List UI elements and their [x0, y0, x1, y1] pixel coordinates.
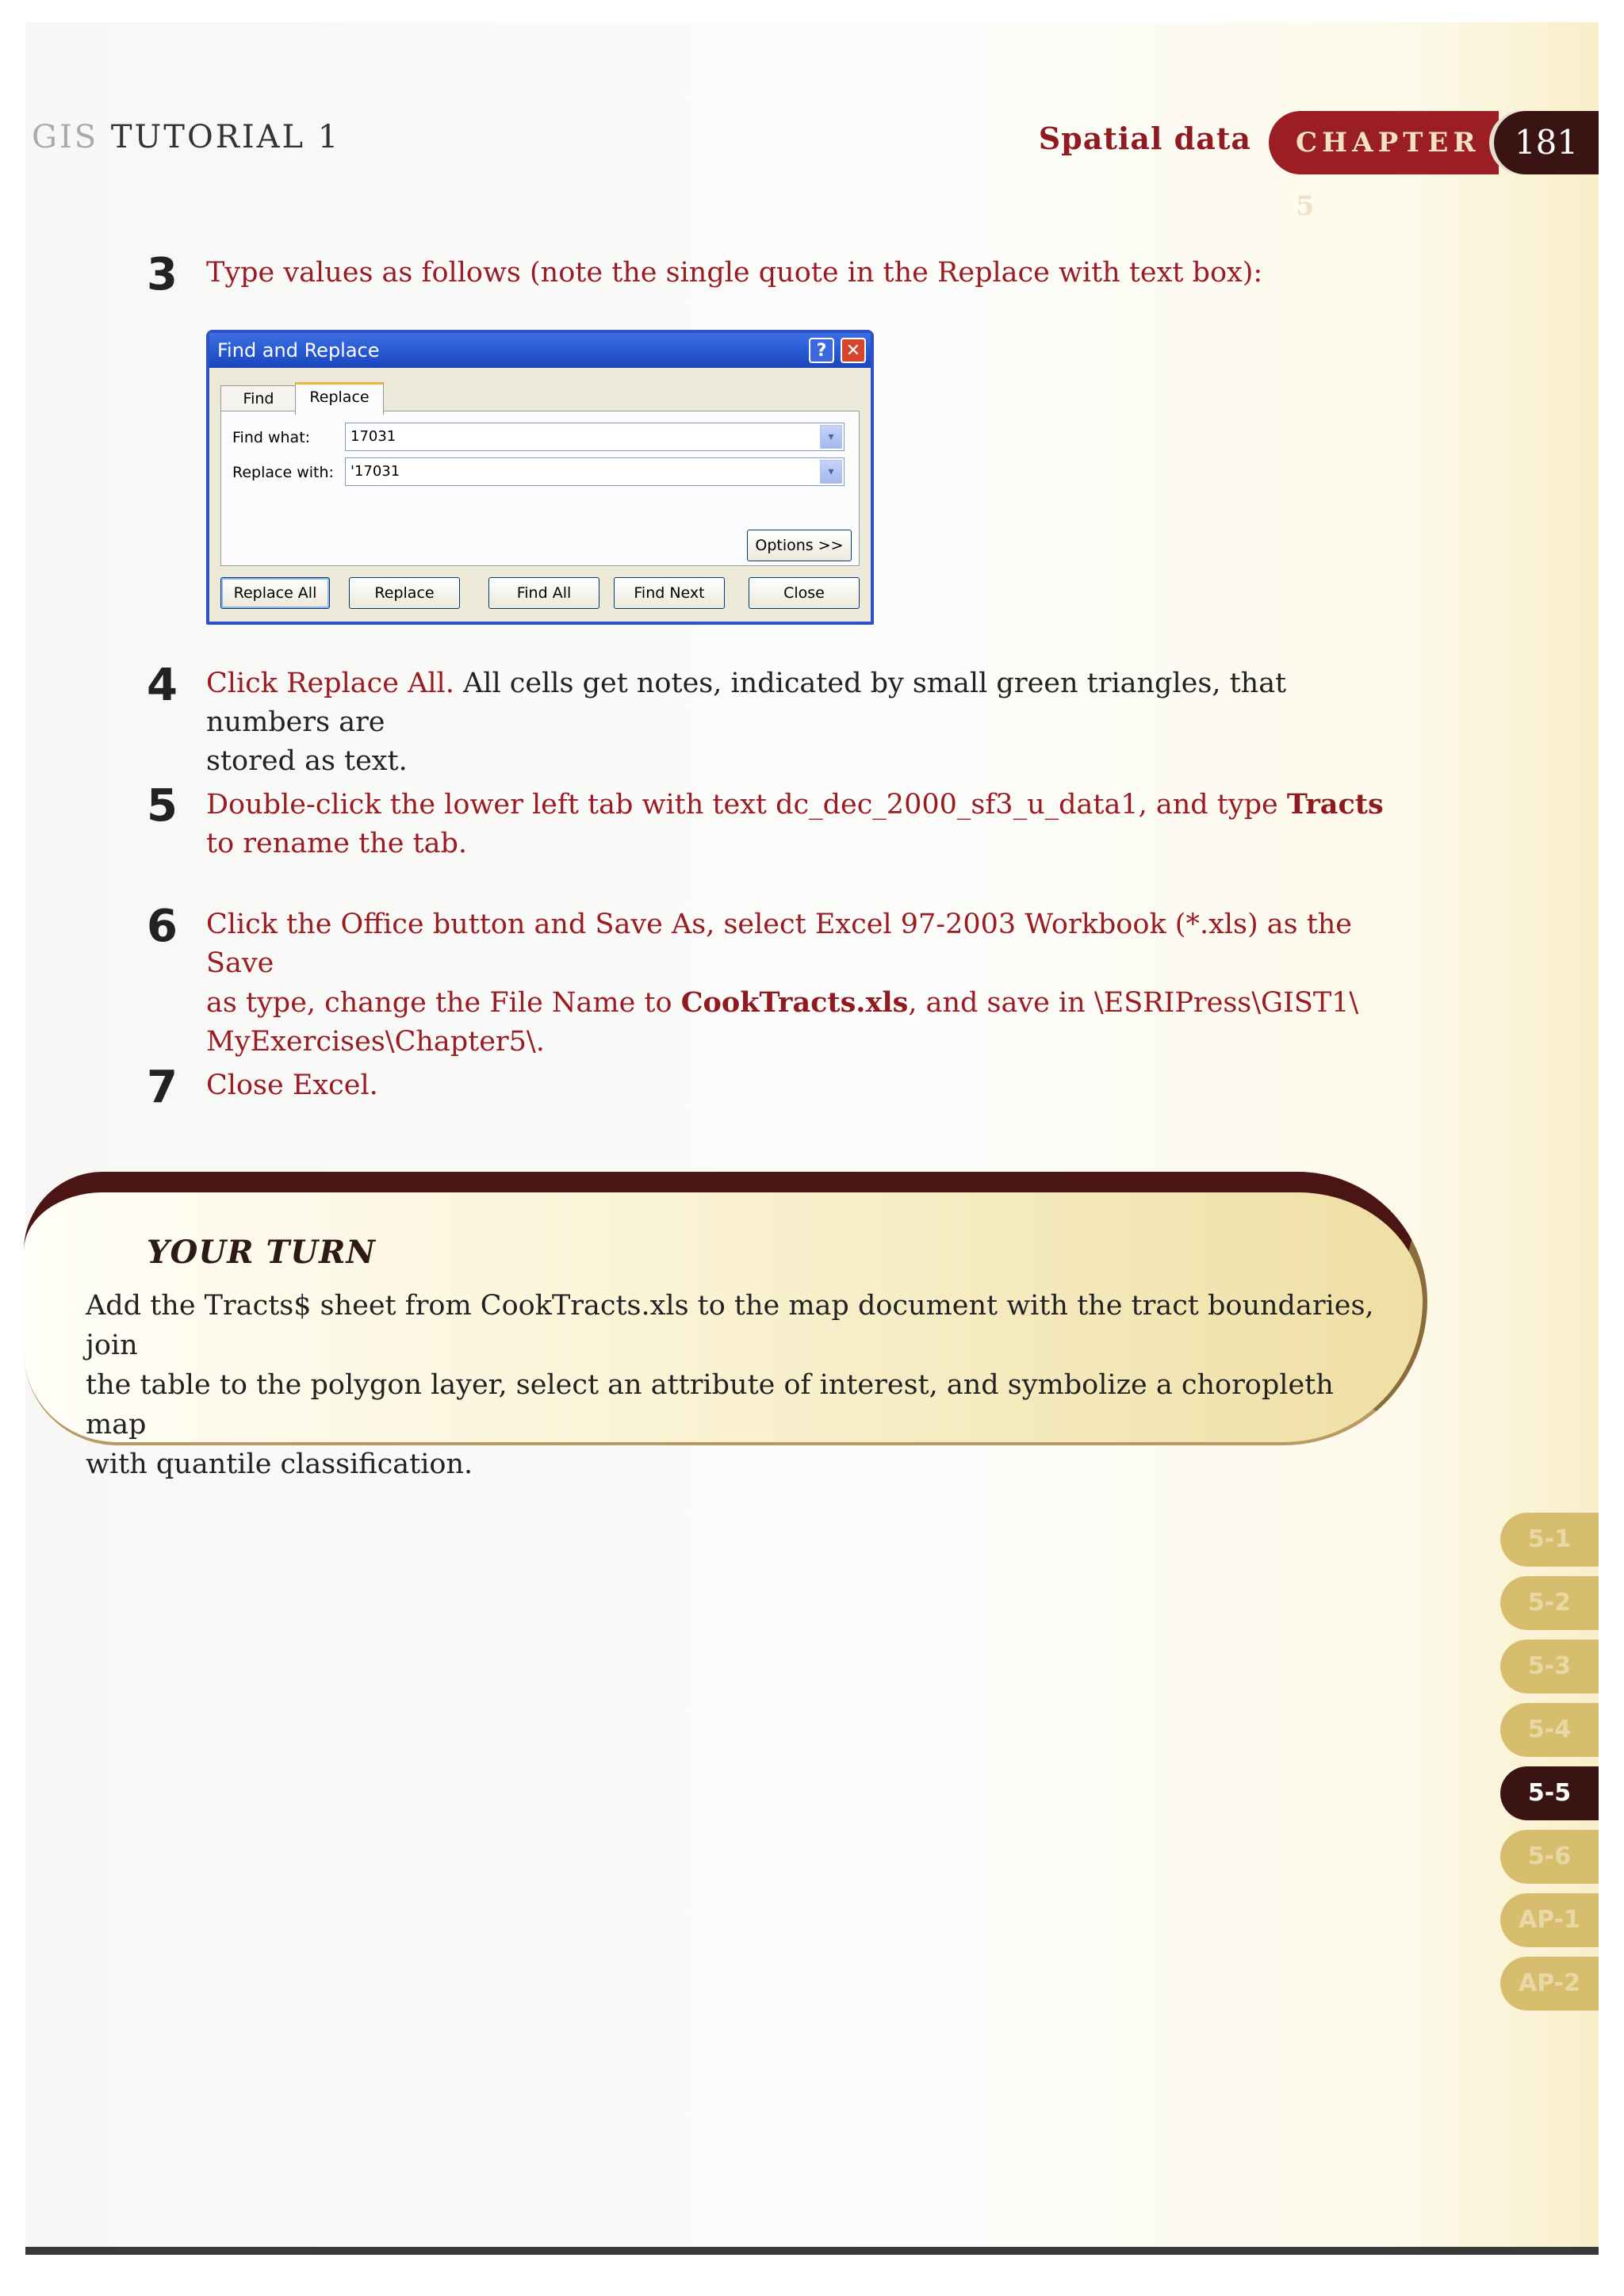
your-turn-line: Add the Tracts$ sheet from CookTracts.xls to the map document with the tract boundaries, join — [86, 1290, 1374, 1361]
step-line: to rename the tab. — [206, 828, 468, 859]
tab-find[interactable]: Find — [220, 385, 297, 411]
replace-with-input[interactable] — [345, 457, 845, 486]
step-emphasis: CookTracts.xls — [680, 986, 909, 1019]
replace-all-button[interactable]: Replace All — [220, 577, 330, 609]
your-turn-line: the table to the polygon layer, select an attribute of interest, and symbolize a choropleth map — [86, 1369, 1334, 1441]
step-text: Close Excel. — [206, 1070, 378, 1101]
replace-with-label: Replace with: — [232, 464, 334, 481]
step-note-cont: stored as text. — [206, 745, 408, 777]
step-line: Double-click the lower left tab with text dc_dec_2000_sf3_u_data1, and type — [206, 789, 1287, 821]
step-line: MyExercises\Chapter5\. — [206, 1026, 545, 1058]
chevron-down-icon[interactable]: ▾ — [820, 425, 842, 449]
step-text: Type values as follows (note the single quote in the Replace with text box): — [206, 257, 1263, 289]
section-tab-5-6[interactable]: 5-6 — [1500, 1830, 1599, 1884]
step-instruction: Click Replace All. — [206, 668, 454, 699]
find-what-input[interactable] — [345, 423, 845, 451]
close-icon[interactable]: ✕ — [841, 338, 866, 363]
step-line: , and save in \ESRIPress\GIST1\ — [908, 987, 1359, 1019]
tutorial-prefix: GIS — [32, 119, 99, 155]
find-next-button[interactable]: Find Next — [614, 577, 725, 609]
step-number: 7 — [147, 1062, 178, 1113]
step-line: Click the Office button and Save As, select Excel 97-2003 Workbook (*.xls) as the Save — [206, 909, 1353, 979]
section-tab-5-3[interactable]: 5-3 — [1500, 1640, 1599, 1693]
section-tab-5-5[interactable]: 5-5 — [1500, 1766, 1599, 1820]
section-tab-ap-1[interactable]: AP-1 — [1500, 1893, 1599, 1947]
step-number: 5 — [147, 780, 178, 832]
find-what-value: 17031 — [350, 428, 396, 445]
page-bottom-edge — [25, 2247, 1599, 2255]
step-line: as type, change the File Name to — [206, 987, 681, 1019]
step-text — [206, 785, 1384, 863]
help-icon[interactable]: ? — [809, 338, 834, 363]
step-number: 4 — [147, 660, 178, 711]
replace-with-value: '17031 — [350, 463, 400, 480]
find-what-label: Find what: — [232, 429, 311, 446]
step-text — [206, 664, 1415, 781]
chapter-label: CHAPTER 5 — [1269, 111, 1499, 174]
find-replace-dialog — [206, 330, 874, 625]
tab-replace[interactable]: Replace — [295, 382, 384, 415]
tutorial-title: TUTORIAL 1 — [110, 119, 341, 155]
section-tab-ap-2[interactable]: AP-2 — [1500, 1957, 1599, 2011]
step-text — [206, 905, 1415, 1062]
your-turn-line: with quantile classification. — [86, 1448, 473, 1480]
your-turn-text — [86, 1286, 1402, 1484]
tutorial-label — [32, 119, 340, 155]
replace-button[interactable]: Replace — [349, 577, 460, 609]
chevron-down-icon[interactable]: ▾ — [820, 460, 842, 484]
your-turn-title: YOUR TURN — [147, 1234, 376, 1271]
step-note: All cells get notes, indicated by small green triangles, that numbers are — [206, 668, 1287, 738]
close-button[interactable]: Close — [749, 577, 860, 609]
dialog-title: Find and Replace — [217, 339, 380, 362]
dialog-titlebar — [209, 333, 871, 368]
step-emphasis: Tracts — [1286, 788, 1384, 821]
page-number: 181 — [1494, 111, 1599, 174]
find-all-button[interactable]: Find All — [488, 577, 599, 609]
step-number: 6 — [147, 901, 178, 952]
step-number: 3 — [147, 249, 178, 300]
section-tab-5-2[interactable]: 5-2 — [1500, 1576, 1599, 1630]
options-button[interactable]: Options >> — [747, 530, 852, 561]
section-tab-5-1[interactable]: 5-1 — [1500, 1513, 1599, 1567]
section-title: Spatial data — [1038, 121, 1251, 156]
section-tab-5-4[interactable]: 5-4 — [1500, 1703, 1599, 1757]
